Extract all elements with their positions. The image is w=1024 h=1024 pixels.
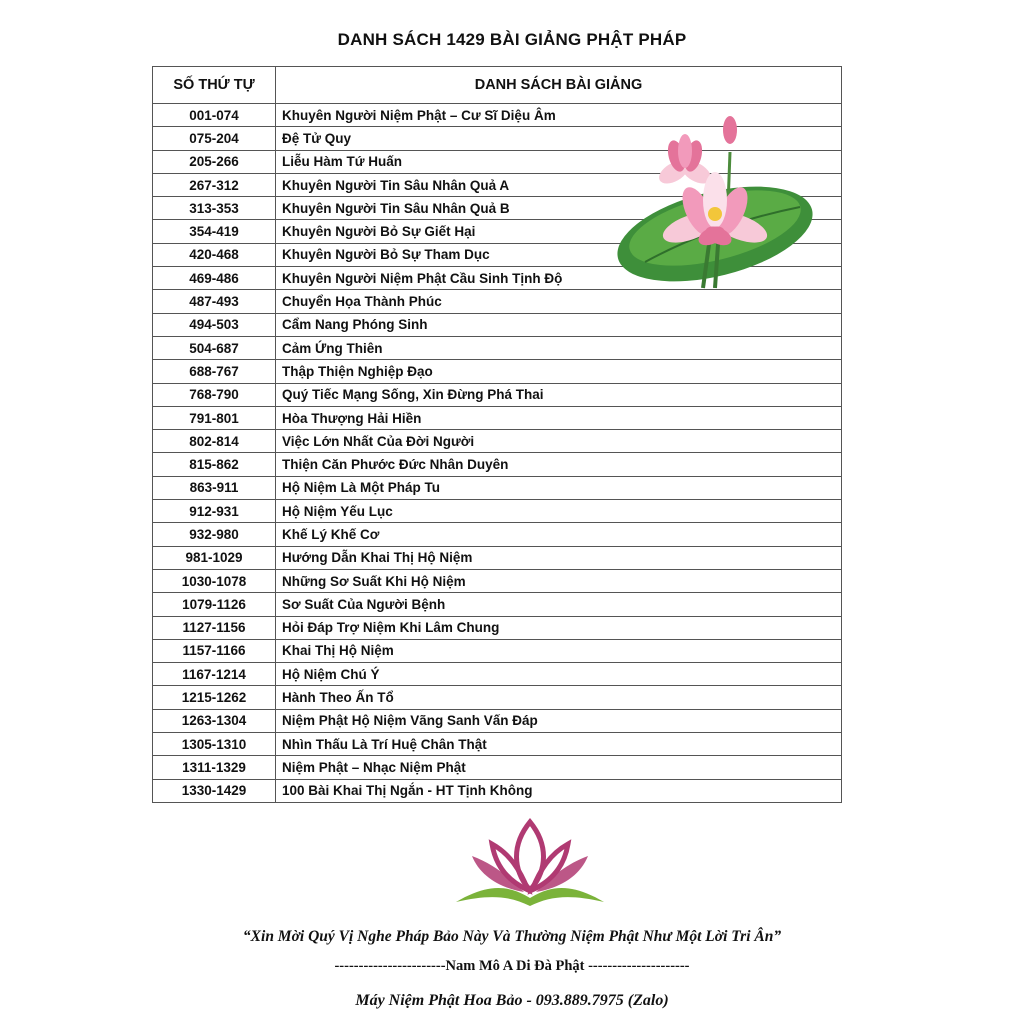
table-row [153,779,842,802]
lecture-title: Khuyên Người Tin Sâu Nhân Quả B [276,197,842,220]
lecture-number-range: 981-1029 [153,546,276,569]
lecture-title: Thiện Căn Phước Đức Nhân Duyên [276,453,842,476]
table-row [153,430,842,453]
lecture-title: Hộ Niệm Yếu Lục [276,500,842,523]
table-row [153,290,842,313]
quote-text: “Xin Mời Quý Vị Nghe Pháp Bảo Này Và Thường Niệm Phật Như Một Lời Tri Ân” [242,928,782,945]
lecture-number-range: 267-312 [153,173,276,196]
lecture-title: Hỏi Đáp Trợ Niệm Khi Lâm Chung [276,616,842,639]
table-row [153,360,842,383]
lecture-number-range: 791-801 [153,406,276,429]
lecture-title: 100 Bài Khai Thị Ngắn - HT Tịnh Không [276,779,842,802]
lecture-title: Những Sơ Suất Khi Hộ Niệm [276,569,842,592]
lecture-title: Cẩm Nang Phóng Sinh [276,313,842,336]
header-lecture-list: DANH SÁCH BÀI GIẢNG [276,67,842,104]
lecture-title: Khai Thị Hộ Niệm [276,639,842,662]
table-row [153,709,842,732]
lecture-number-range: 1157-1166 [153,639,276,662]
lecture-title: Hướng Dẫn Khai Thị Hộ Niệm [276,546,842,569]
lecture-number-range: 487-493 [153,290,276,313]
table-row [153,453,842,476]
lecture-title: Khuyên Người Tin Sâu Nhân Quả A [276,173,842,196]
lecture-number-range: 1030-1078 [153,569,276,592]
table-row [153,616,842,639]
lecture-number-range: 420-468 [153,243,276,266]
contact-text: Máy Niệm Phật Hoa Bảo - 093.889.7975 (Zalo) [355,992,669,1009]
namo-divider-text: -----------------------Nam Mô A Di Đà Phật --------------------- [334,958,690,974]
lecture-number-range: 1167-1214 [153,663,276,686]
lecture-number-range: 1127-1156 [153,616,276,639]
lecture-number-range: 075-204 [153,127,276,150]
lecture-title: Hòa Thượng Hải Hiền [276,406,842,429]
lecture-number-range: 912-931 [153,500,276,523]
lecture-number-range: 504-687 [153,336,276,359]
lecture-title: Sơ Suất Của Người Bệnh [276,593,842,616]
table-row [153,476,842,499]
table-row [153,500,842,523]
lecture-number-range: 688-767 [153,360,276,383]
lecture-title: Cảm Ứng Thiên [276,336,842,359]
lecture-number-range: 1330-1429 [153,779,276,802]
lecture-number-range: 1311-1329 [153,756,276,779]
lecture-title: Khế Lý Khế Cơ [276,523,842,546]
lecture-title: Thập Thiện Nghiệp Đạo [276,360,842,383]
lecture-number-range: 1305-1310 [153,733,276,756]
lecture-title: Niệm Phật – Nhạc Niệm Phật [276,756,842,779]
table-row [153,383,842,406]
lecture-number-range: 313-353 [153,197,276,220]
lecture-number-range: 205-266 [153,150,276,173]
lecture-title: Khuyên Người Niệm Phật – Cư Sĩ Diệu Âm [276,104,842,127]
table-row [153,406,842,429]
lecture-number-range: 1263-1304 [153,709,276,732]
lecture-number-range: 802-814 [153,430,276,453]
table-row [153,569,842,592]
table-row [153,756,842,779]
lecture-title: Khuyên Người Bỏ Sự Giết Hại [276,220,842,243]
lecture-number-range: 469-486 [153,267,276,290]
lecture-title: Khuyên Người Niệm Phật Cầu Sinh Tịnh Độ [276,267,842,290]
lecture-title: Khuyên Người Bỏ Sự Tham Dục [276,243,842,266]
lecture-number-range: 932-980 [153,523,276,546]
table-row [153,686,842,709]
lecture-number-range: 815-862 [153,453,276,476]
lecture-title: Quý Tiếc Mạng Sống, Xin Đừng Phá Thai [276,383,842,406]
lotus-illustration [615,112,827,292]
table-row [153,336,842,359]
lecture-number-range: 494-503 [153,313,276,336]
lecture-number-range: 768-790 [153,383,276,406]
header-number: SỐ THỨ TỰ [153,67,276,104]
lecture-title: Hộ Niệm Chú Ý [276,663,842,686]
table-row [153,733,842,756]
lecture-number-range: 863-911 [153,476,276,499]
lecture-number-range: 001-074 [153,104,276,127]
lecture-title: Hộ Niệm Là Một Pháp Tu [276,476,842,499]
lecture-title: Liễu Hàm Tứ Huấn [276,150,842,173]
page-title: DANH SÁCH 1429 BÀI GIẢNG PHẬT PHÁP [337,30,687,49]
lecture-number-range: 1079-1126 [153,593,276,616]
lecture-number-range: 1215-1262 [153,686,276,709]
table-row [153,523,842,546]
table-row [153,313,842,336]
lecture-title: Nhìn Thấu Là Trí Huệ Chân Thật [276,733,842,756]
lotus-logo-icon [450,818,610,910]
table-row [153,593,842,616]
lecture-title: Đệ Tử Quy [276,127,842,150]
table-header-row [153,67,842,104]
lecture-title: Niệm Phật Hộ Niệm Vãng Sanh Vấn Đáp [276,709,842,732]
lecture-title: Hành Theo Ấn Tổ [276,686,842,709]
table-row [153,546,842,569]
table-row [153,639,842,662]
lecture-number-range: 354-419 [153,220,276,243]
table-row [153,663,842,686]
lecture-title: Chuyển Họa Thành Phúc [276,290,842,313]
lecture-title: Việc Lớn Nhất Của Đời Người [276,430,842,453]
